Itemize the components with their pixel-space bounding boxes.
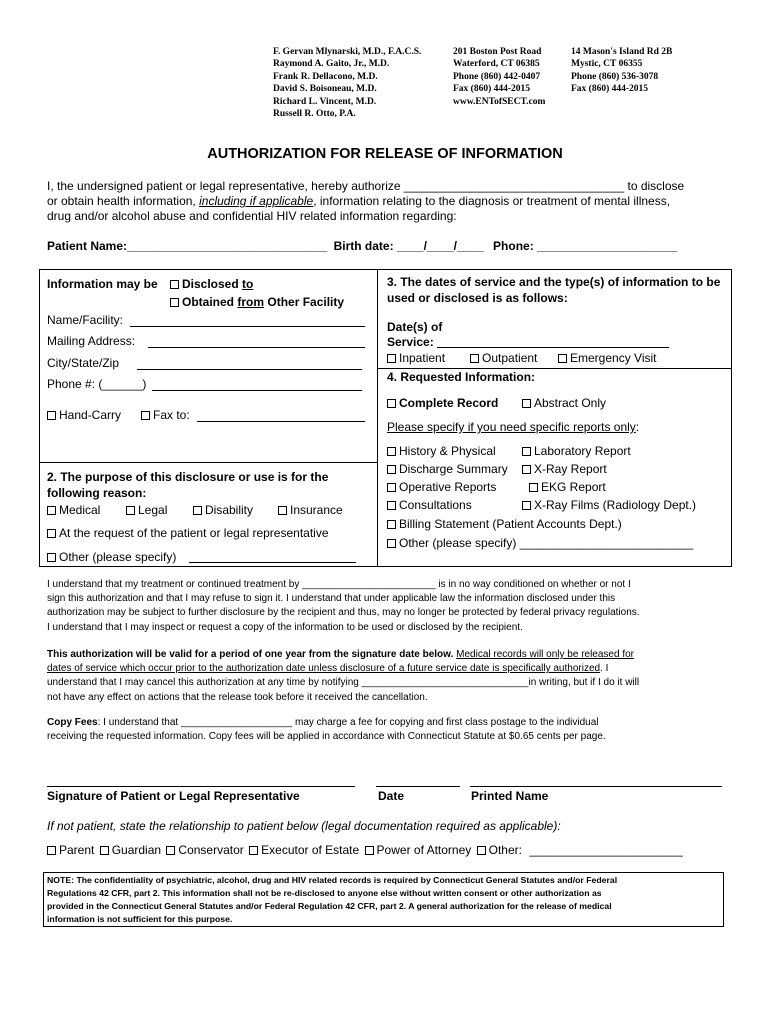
option-label: Laboratory Report bbox=[534, 444, 631, 458]
paragraph-line bbox=[47, 648, 639, 662]
checkbox[interactable] bbox=[47, 411, 56, 420]
option-label: Consultations bbox=[399, 498, 472, 512]
intro-text: to disclose bbox=[627, 179, 685, 193]
checkbox[interactable] bbox=[193, 506, 202, 515]
paragraph-line: authorization may be subject to further disclosure by the recipient and thus, may no longer be protected by federal privacy regulations. bbox=[47, 607, 640, 619]
office-line: 14 Mason's Island Rd 2B bbox=[571, 47, 673, 57]
requested-heading: 4. Requested Information: bbox=[387, 370, 536, 384]
city-state-zip-field[interactable] bbox=[137, 369, 362, 370]
intro-line-3: drug and/or alcohol abuse and confidential HIV related information regarding: bbox=[47, 209, 457, 223]
paragraph-line: receiving the requested information. Copy fees will be applied in accordance with Connecticut Statute at $0.65 cents per page. bbox=[47, 731, 606, 743]
abstract-only-option[interactable] bbox=[522, 396, 606, 410]
intro-text: or obtain health information, bbox=[47, 194, 196, 208]
specify-note: Please specify if you need specific reports only: bbox=[387, 420, 640, 434]
intro-line-2 bbox=[47, 194, 670, 209]
other-relationship-option[interactable] bbox=[477, 843, 522, 857]
checkbox[interactable] bbox=[387, 447, 396, 456]
executor-option[interactable] bbox=[249, 843, 359, 857]
checkbox[interactable] bbox=[522, 399, 531, 408]
purpose-heading: 2. The purpose of this disclosure or use is for the following reason: bbox=[47, 470, 329, 500]
checkbox[interactable] bbox=[558, 354, 567, 363]
parent-option[interactable] bbox=[47, 843, 94, 857]
service-dates-field[interactable] bbox=[437, 347, 669, 348]
relationship-options bbox=[47, 843, 683, 857]
purpose-other-field[interactable] bbox=[189, 562, 356, 563]
relationship-prompt: If not patient, state the relationship to patient below (legal documentation required as applicable): bbox=[47, 819, 561, 833]
note-line: NOTE: The confidentiality of psychiatric, alcohol, drug and HIV related records is required by Connecticut General Statutes and/or Federal bbox=[47, 875, 618, 885]
purpose-medical-option[interactable] bbox=[47, 503, 100, 517]
section-divider bbox=[378, 368, 732, 369]
phone-label: Phone: bbox=[493, 239, 534, 253]
other-report-field[interactable]: __________________________ bbox=[519, 536, 694, 550]
doctor-name: Russell R. Otto, P.A. bbox=[273, 109, 356, 120]
option-label: Power of Attorney bbox=[376, 843, 472, 857]
option-label: Other: bbox=[488, 843, 522, 857]
birth-date-field[interactable]: ____/____/____ bbox=[396, 239, 484, 253]
option-label: from bbox=[237, 295, 265, 309]
intro-line-1 bbox=[47, 179, 684, 194]
paragraph-line bbox=[47, 662, 639, 676]
paragraph-text: is in no way conditioned on whether or not I bbox=[438, 579, 631, 590]
option-label: Abstract Only bbox=[534, 396, 607, 410]
release-condition: dates of service which occur prior to the authorization date unless disclosure of a future service date is specifically authorized bbox=[47, 663, 601, 675]
waterford-office bbox=[453, 46, 545, 108]
paragraph-text: . I bbox=[600, 663, 609, 675]
validity-paragraph bbox=[47, 648, 639, 705]
checkbox[interactable] bbox=[47, 506, 56, 515]
option-label: X-Ray Report bbox=[534, 462, 607, 476]
checkbox[interactable] bbox=[387, 539, 396, 548]
paragraph-line: not have any effect on actions that the release took before it received the cancellation. bbox=[47, 691, 428, 703]
intro-text: I, the undersigned patient or legal representative, hereby authorize bbox=[47, 179, 401, 193]
dates-label: Date(s) of bbox=[387, 320, 443, 334]
checkbox[interactable] bbox=[47, 529, 56, 538]
phone-field[interactable]: _____________________ bbox=[537, 239, 678, 253]
office-line: Fax (860) 444-2015 bbox=[453, 84, 531, 95]
patient-line bbox=[47, 239, 677, 254]
form-title: AUTHORIZATION FOR RELEASE OF INFORMATION bbox=[207, 146, 563, 162]
option-label: Conservator bbox=[178, 843, 244, 857]
paragraph-text: understand that I may cancel this authorization at any time by notifying bbox=[47, 677, 359, 689]
office-line: Phone (860) 536-3078 bbox=[571, 71, 659, 82]
checkbox[interactable] bbox=[522, 447, 531, 456]
option-label: Complete Record bbox=[399, 396, 499, 410]
fee-party-field[interactable]: ____________________ bbox=[180, 717, 293, 728]
intro-emphasis: including if applicable bbox=[199, 194, 314, 208]
checkbox[interactable] bbox=[387, 501, 396, 510]
service-label: Service: bbox=[387, 335, 434, 349]
consultations-option[interactable] bbox=[387, 498, 472, 512]
option-label: Operative Reports bbox=[399, 480, 497, 494]
paragraph-text: may charge a fee for copying and first class postage to the individual bbox=[295, 717, 599, 728]
understand-paragraph bbox=[47, 578, 640, 635]
hand-carry-option[interactable] bbox=[47, 408, 121, 422]
xray-films-option[interactable] bbox=[522, 498, 696, 512]
purpose-other-option[interactable] bbox=[47, 550, 176, 564]
history-option[interactable] bbox=[387, 444, 496, 458]
intro-text: , information relating to the diagnosis or treatment of mental illness, bbox=[313, 194, 671, 208]
paragraph-line: sign this authorization and that I may refuse to sign it. I understand that under applicable law the information disclosed under this bbox=[47, 593, 616, 605]
checkbox[interactable] bbox=[387, 399, 396, 408]
purpose-legal-option[interactable] bbox=[126, 503, 167, 517]
inpatient-option[interactable] bbox=[387, 351, 445, 365]
option-label: Fax to: bbox=[153, 408, 190, 422]
paragraph-text: in writing, but if I do it will bbox=[528, 677, 640, 689]
doctor-name: Richard L. Vincent, M.D. bbox=[273, 96, 377, 107]
fax-to-option[interactable] bbox=[141, 408, 190, 422]
note-line: information is not sufficient for this purpose. bbox=[47, 914, 233, 924]
checkbox[interactable] bbox=[529, 483, 538, 492]
paragraph-line: I understand that I may inspect or request a copy of the information to be used or disclosed by the recipient. bbox=[47, 621, 523, 633]
doctor-name: F. Gervan Mlynarski, M.D., F.A.C.S. bbox=[273, 47, 422, 57]
office-line: 201 Boston Post Road bbox=[453, 47, 542, 57]
disclosed-to-option[interactable] bbox=[170, 277, 253, 291]
website-link[interactable]: www.ENTofSECT.com bbox=[453, 96, 546, 107]
checkbox[interactable] bbox=[170, 298, 179, 307]
checkbox[interactable] bbox=[47, 553, 56, 562]
purpose-disability-option[interactable] bbox=[193, 503, 253, 517]
checkbox[interactable] bbox=[365, 846, 374, 855]
option-label: Disability bbox=[205, 503, 254, 517]
checkbox[interactable] bbox=[522, 501, 531, 510]
paragraph-line bbox=[47, 716, 606, 730]
option-label: Other (please specify) bbox=[59, 550, 177, 564]
doctor-name: Raymond A. Gaito, Jr., M.D. bbox=[273, 59, 390, 70]
note-line: provided in the Connecticut General Statutes and/or Federal Regulation 42 CFR, part 2. A general authorization for the release of medical bbox=[47, 901, 612, 911]
option-label: Other (please specify) bbox=[399, 536, 517, 550]
other-relationship-field[interactable]: _______________________ bbox=[529, 843, 683, 857]
ekg-option[interactable] bbox=[529, 480, 606, 494]
laboratory-option[interactable] bbox=[522, 444, 631, 458]
checkbox[interactable] bbox=[249, 846, 258, 855]
option-label: Inpatient bbox=[399, 351, 446, 365]
doctor-name: David S. Boisoneau, M.D. bbox=[273, 84, 377, 95]
xray-report-option[interactable] bbox=[522, 462, 607, 476]
name-facility-field[interactable] bbox=[130, 326, 365, 327]
mailing-address-field[interactable] bbox=[148, 347, 365, 348]
option-label: EKG Report bbox=[541, 480, 606, 494]
validity-statement: This authorization will be valid for a period of one year from the signature date below. bbox=[47, 649, 454, 660]
checkbox[interactable] bbox=[522, 465, 531, 474]
doctor-list bbox=[273, 46, 421, 120]
checkbox[interactable] bbox=[170, 280, 179, 289]
signature-field[interactable] bbox=[47, 786, 355, 787]
option-label: Discharge Summary bbox=[399, 462, 508, 476]
checkbox[interactable] bbox=[47, 846, 56, 855]
checkbox[interactable] bbox=[387, 354, 396, 363]
obtained-from-option[interactable] bbox=[170, 295, 344, 309]
fax-number-field[interactable] bbox=[197, 421, 365, 422]
office-line: Waterford, CT 06385 bbox=[453, 59, 540, 70]
paragraph-line bbox=[47, 578, 640, 592]
guardian-option[interactable] bbox=[100, 843, 161, 857]
mystic-office bbox=[571, 46, 672, 96]
checkbox[interactable] bbox=[387, 483, 396, 492]
authorized-party-field[interactable]: _________________________________ bbox=[403, 179, 625, 193]
mailing-address-label: Mailing Address: bbox=[47, 334, 136, 348]
option-label: At the request of the patient or legal representative bbox=[59, 526, 329, 540]
phone-number-field[interactable] bbox=[152, 390, 362, 391]
option-label: Emergency Visit bbox=[570, 351, 657, 365]
printed-name-field[interactable] bbox=[470, 786, 722, 787]
option-label: Legal bbox=[138, 503, 168, 517]
confidentiality-note bbox=[47, 874, 617, 926]
dates-heading: 3. The dates of service and the type(s) of information to be used or disclosed is as follows: bbox=[387, 275, 721, 305]
name-facility-label: Name/Facility: bbox=[47, 313, 124, 327]
patient-name-label: Patient Name: bbox=[47, 239, 128, 253]
purpose-insurance-option[interactable] bbox=[278, 503, 343, 517]
option-label: Outpatient bbox=[482, 351, 538, 365]
option-label: Obtained bbox=[182, 295, 235, 309]
specify-note-text: Please specify if you need specific reports only bbox=[387, 420, 636, 434]
outpatient-option[interactable] bbox=[470, 351, 537, 365]
printed-name-label: Printed Name bbox=[471, 789, 549, 803]
option-label: Billing Statement (Patient Accounts Dept.) bbox=[399, 517, 622, 531]
option-label: Executor of Estate bbox=[261, 843, 360, 857]
paragraph-text: I understand that my treatment or continued treatment by bbox=[47, 579, 300, 590]
option-label: Insurance bbox=[290, 503, 343, 517]
patient-name-field[interactable]: ______________________________ bbox=[127, 239, 328, 253]
info-direction-label: Information may be bbox=[47, 277, 158, 291]
power-of-attorney-option[interactable] bbox=[365, 843, 472, 857]
option-label: History & Physical bbox=[399, 444, 496, 458]
checkbox[interactable] bbox=[126, 506, 135, 515]
checkbox[interactable] bbox=[166, 846, 175, 855]
checkbox[interactable] bbox=[141, 411, 150, 420]
other-report-option[interactable] bbox=[387, 536, 693, 550]
note-line: Regulations 42 CFR, part 2. This information shall not be re-disclosed to anyone else without written consent or other authorization as bbox=[47, 888, 602, 898]
signature-label: Signature of Patient or Legal Representative bbox=[47, 789, 300, 803]
copy-fees-label: Copy Fees bbox=[47, 717, 98, 728]
checkbox[interactable] bbox=[100, 846, 109, 855]
billing-option[interactable] bbox=[387, 517, 622, 531]
emergency-option[interactable] bbox=[558, 351, 656, 365]
phone-number-label: Phone #: (______) bbox=[47, 377, 147, 391]
office-line: Fax (860) 444-2015 bbox=[571, 84, 649, 95]
provider-field[interactable]: ________________________ bbox=[302, 579, 436, 590]
checkbox[interactable] bbox=[477, 846, 486, 855]
office-line: Phone (860) 442-0407 bbox=[453, 71, 541, 82]
option-label: to bbox=[242, 277, 254, 291]
option-label: Parent bbox=[59, 843, 95, 857]
column-divider bbox=[377, 269, 378, 567]
checkbox[interactable] bbox=[387, 465, 396, 474]
release-condition: Medical records will only be released for bbox=[456, 649, 634, 660]
option-label: X-Ray Films (Radiology Dept.) bbox=[534, 498, 697, 512]
option-label: Disclosed bbox=[182, 277, 239, 291]
discharge-option[interactable] bbox=[387, 462, 508, 476]
city-state-zip-label: City/State/Zip bbox=[47, 356, 120, 370]
option-label: Hand-Carry bbox=[59, 408, 122, 422]
option-label: Medical bbox=[59, 503, 101, 517]
doctor-name: Frank R. Dellacono, M.D. bbox=[273, 71, 378, 82]
paragraph-text: : I understand that bbox=[97, 717, 179, 728]
birth-date-label: Birth date: bbox=[333, 239, 394, 253]
paragraph-line bbox=[47, 676, 639, 690]
checkbox[interactable] bbox=[387, 520, 396, 529]
conservator-option[interactable] bbox=[166, 843, 243, 857]
checkbox[interactable] bbox=[278, 506, 287, 515]
option-label: Guardian bbox=[111, 843, 162, 857]
complete-record-option[interactable] bbox=[387, 396, 498, 410]
date-field[interactable] bbox=[376, 786, 460, 787]
copy-fees-paragraph bbox=[47, 716, 606, 744]
checkbox[interactable] bbox=[470, 354, 479, 363]
purpose-request-option[interactable] bbox=[47, 526, 329, 540]
office-line: Mystic, CT 06355 bbox=[571, 59, 643, 70]
cancellation-contact-field[interactable]: ______________________________ bbox=[361, 677, 529, 689]
section-divider bbox=[39, 462, 378, 463]
operative-option[interactable] bbox=[387, 480, 496, 494]
option-label: Other Facility bbox=[267, 295, 345, 309]
date-label: Date bbox=[378, 789, 405, 803]
